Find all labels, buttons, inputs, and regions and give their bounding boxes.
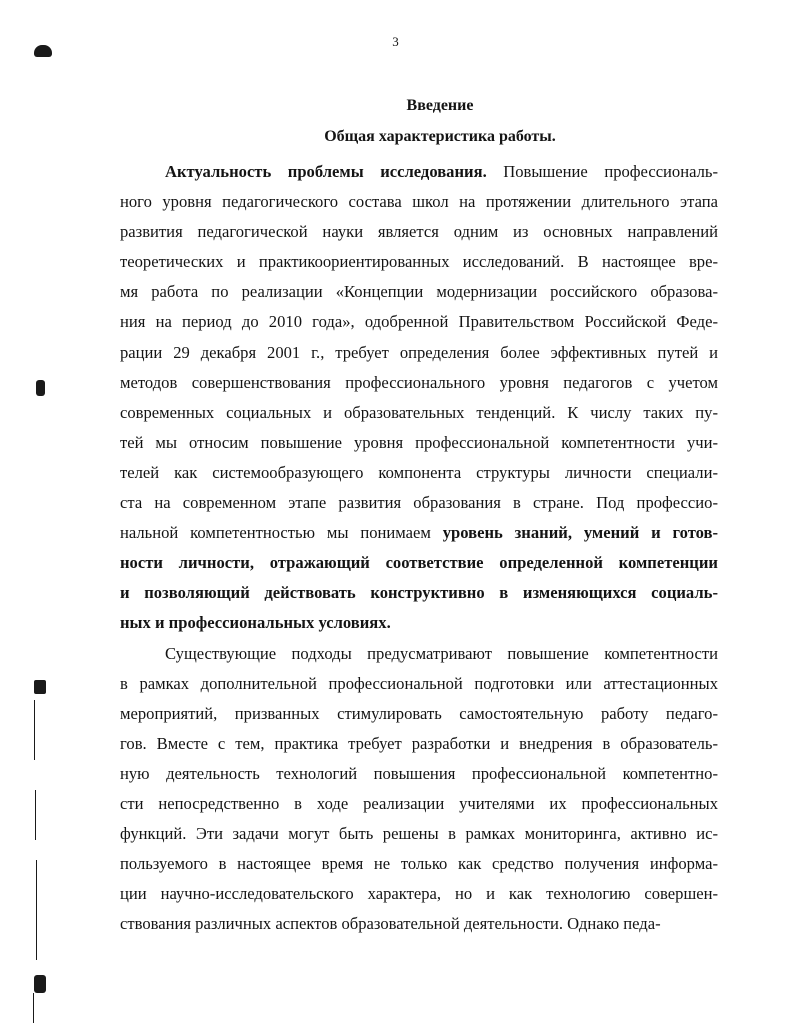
text-line (120, 187, 718, 217)
text-segment: мероприятий, призванных стимулировать самостоятельную работу педаго- (120, 703, 718, 723)
scan-mark (34, 45, 52, 57)
text-line (120, 639, 718, 669)
bold-text: ных и профессиональных условиях. (120, 613, 391, 633)
text-segment: Существующие подходы предусматривают повышение компетентности (165, 643, 718, 663)
text-line (120, 368, 718, 398)
text-segment: функций. Эти задачи могут быть решены в рамках мониторинга, активно ис- (120, 824, 718, 844)
scan-mark (34, 680, 46, 694)
scan-mark (36, 860, 37, 960)
text-line (120, 909, 718, 939)
body-text (120, 157, 718, 939)
text-segment: современных социальных и образовательных тенденций. К числу таких пу- (120, 402, 718, 422)
text-line (120, 458, 718, 488)
text-line (120, 518, 718, 548)
text-segment: развития педагогической науки является одним из основных направлений (120, 222, 718, 242)
text-segment: ста на современном этапе развития образования в стране. Под профессио- (120, 493, 718, 513)
text-line (120, 699, 718, 729)
text-line (120, 307, 718, 337)
bold-text: Актуальность проблемы исследования. (165, 162, 487, 181)
text-segment: рации 29 декабря 2001 г., требует определения более эффективных путей и (120, 342, 718, 362)
text-segment: телей как системообразующего компонента структуры личности специали- (120, 462, 718, 482)
text-line (120, 729, 718, 759)
text-segment: мя работа по реализации «Концепции модернизации российского образова- (120, 282, 718, 302)
text-line (120, 488, 718, 518)
scan-mark (34, 700, 35, 760)
text-segment: ции научно-исследовательского характера, но и как технологию совершен- (120, 884, 718, 904)
bold-text: и позволяющий действовать конструктивно в изменяющихся социаль- (120, 583, 718, 603)
text-line (120, 338, 718, 368)
text-segment: ную деятельность технологий повышения профессиональной компетентно- (120, 763, 718, 783)
text-segment: ствования различных аспектов образовательной деятельности. Однако педа- (120, 914, 661, 934)
text-line (120, 157, 718, 187)
text-line (120, 608, 718, 638)
text-line (120, 578, 718, 608)
text-line (120, 247, 718, 277)
text-line (120, 879, 718, 909)
text-line (120, 398, 718, 428)
text-segment: тей мы относим повышение уровня профессиональной компетентности учи- (120, 432, 718, 452)
scan-mark (35, 790, 36, 840)
text-line (120, 548, 718, 578)
scan-mark (36, 380, 45, 396)
text-segment: сти непосредственно в ходе реализации учителями их профессиональных (120, 793, 718, 813)
text-line (120, 428, 718, 458)
chapter-heading: Введение (406, 97, 474, 114)
section-heading: Общая характеристика работы. (324, 128, 556, 145)
text-line (120, 789, 718, 819)
text-line (120, 849, 718, 879)
text-segment: методов совершенствования профессионального уровня педагогов с учетом (120, 372, 718, 392)
bold-text: ности личности, отражающий соответствие определенной компетенции (120, 553, 718, 573)
text-line (120, 217, 718, 247)
scan-mark (33, 993, 34, 1023)
text-segment: пользуемого в настоящее время не только как средство получения информа- (120, 854, 718, 874)
text-line (120, 819, 718, 849)
text-segment: гов. Вместе с тем, практика требует разработки и внедрения в образователь- (120, 733, 718, 753)
text-segment: Повышение профессиональ- (486, 162, 718, 181)
text-segment: в рамках дополнительной профессиональной подготовки или аттестационных (120, 673, 718, 693)
text-segment: нальной компетентностью мы понимаем (120, 523, 443, 543)
text-segment: ного уровня педагогического состава школ на протяжении длительного этапа (120, 192, 718, 212)
text-line (120, 277, 718, 307)
bold-text: уровень знаний, умений и готов- (442, 523, 719, 543)
text-line (120, 759, 718, 789)
text-line (120, 669, 718, 699)
text-segment: ния на период до 2010 года», одобренной Правительством Российской Феде- (120, 312, 718, 332)
text-segment: теоретических и практикоориентированных исследований. В настоящее вре- (120, 252, 718, 272)
scan-mark (34, 975, 46, 993)
page-number: 3 (392, 34, 399, 49)
